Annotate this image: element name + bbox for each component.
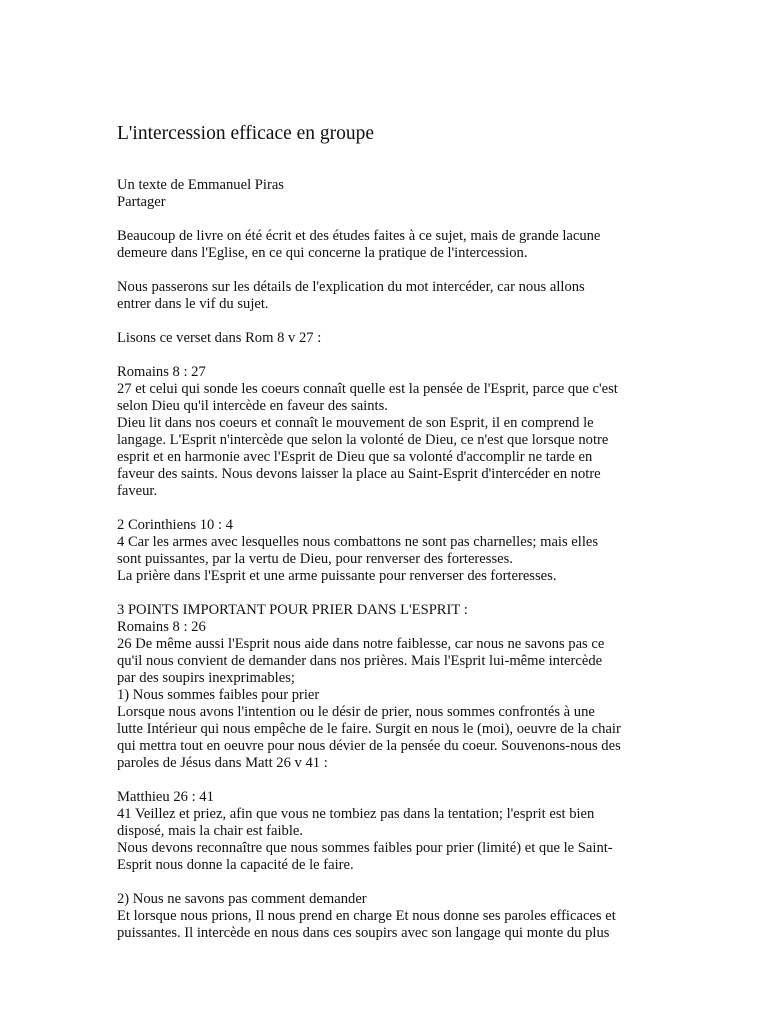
text-line: 2) Nous ne savons pas comment demander [117,891,367,907]
text-line: selon Dieu qu'il intercède en faveur des saints. [117,398,388,414]
text-line: Lisons ce verset dans Rom 8 v 27 : [117,330,322,346]
text-line: Matthieu 26 : 41 [117,789,214,805]
text-line: demeure dans l'Eglise, en ce qui concerne la pratique de l'intercession. [117,245,528,261]
document-title: L'intercession efficace en groupe [117,123,375,144]
paragraph [117,279,662,313]
text-line: qu'il nous convient de demander dans nos prières. Mais l'Esprit lui-même intercède [117,653,603,669]
paragraph [117,602,662,772]
paragraph [117,364,662,500]
text-line: faveur. [117,483,158,499]
text-line: 27 et celui qui sonde les coeurs connaît quelle est la pensée de l'Esprit, parce que c'est [117,381,618,397]
text-line: 2 Corinthiens 10 : 4 [117,517,233,533]
paragraph [117,517,662,585]
text-line: puissantes. Il intercède en nous dans ces soupirs avec son langage qui monte du plus [117,925,610,941]
text-line: Romains 8 : 27 [117,364,206,380]
text-line: Et lorsque nous prions, Il nous prend en charge Et nous donne ses paroles efficaces et [117,908,616,924]
text-line: Nous passerons sur les détails de l'explication du mot intercéder, car nous allons [117,279,585,295]
text-line: 1) Nous sommes faibles pour prier [117,687,320,703]
paragraph [117,891,662,942]
text-line: sont puissantes, par la vertu de Dieu, pour renverser des forteresses. [117,551,513,567]
text-line: Un texte de Emmanuel Piras [117,177,284,193]
text-line: Esprit nous donne la capacité de le faire. [117,857,354,873]
text-line: Lorsque nous avons l'intention ou le désir de prier, nous sommes confrontés à une [117,704,595,720]
text-line: 4 Car les armes avec lesquelles nous combattons ne sont pas charnelles; mais elles [117,534,599,550]
paragraph [117,330,662,347]
text-line: Romains 8 : 26 [117,619,206,635]
paragraph [117,789,662,874]
text-line: disposé, mais la chair est faible. [117,823,304,839]
text-line: qui mettra tout en oeuvre pour nous dévier de la pensée du coeur. Souvenons-nous des [117,738,621,754]
text-line: La prière dans l'Esprit et une arme puissante pour renverser des forteresses. [117,568,557,584]
document-body [117,177,662,959]
text-line: par des soupirs inexprimables; [117,670,295,686]
paragraph [117,228,662,262]
text-line: paroles de Jésus dans Matt 26 v 41 : [117,755,328,771]
text-line: entrer dans le vif du sujet. [117,296,269,312]
text-line: esprit et en harmonie avec l'Esprit de Dieu que sa volonté d'accomplir ne tarde en [117,449,593,465]
text-line: Beaucoup de livre on été écrit et des études faites à ce sujet, mais de grande lacune [117,228,601,244]
text-line: langage. L'Esprit n'intercède que selon la volonté de Dieu, ce n'est que lorsque notre [117,432,609,448]
paragraph [117,177,662,211]
text-line: faveur des saints. Nous devons laisser la place au Saint-Esprit d'intercéder en notre [117,466,601,482]
text-line: Dieu lit dans nos coeurs et connaît le mouvement de son Esprit, il en comprend le [117,415,594,431]
text-line: 26 De même aussi l'Esprit nous aide dans notre faiblesse, car nous ne savons pas ce [117,636,605,652]
text-line: Partager [117,194,166,210]
text-line: lutte Intérieur qui nous empêche de le faire. Surgit en nous le (moi), oeuvre de la chair [117,721,621,737]
text-line: 41 Veillez et priez, afin que vous ne tombiez pas dans la tentation; l'esprit est bien [117,806,595,822]
text-line: 3 POINTS IMPORTANT POUR PRIER DANS L'ESPRIT : [117,602,468,618]
text-line: Nous devons reconnaître que nous sommes faibles pour prier (limité) et que le Saint- [117,840,613,856]
